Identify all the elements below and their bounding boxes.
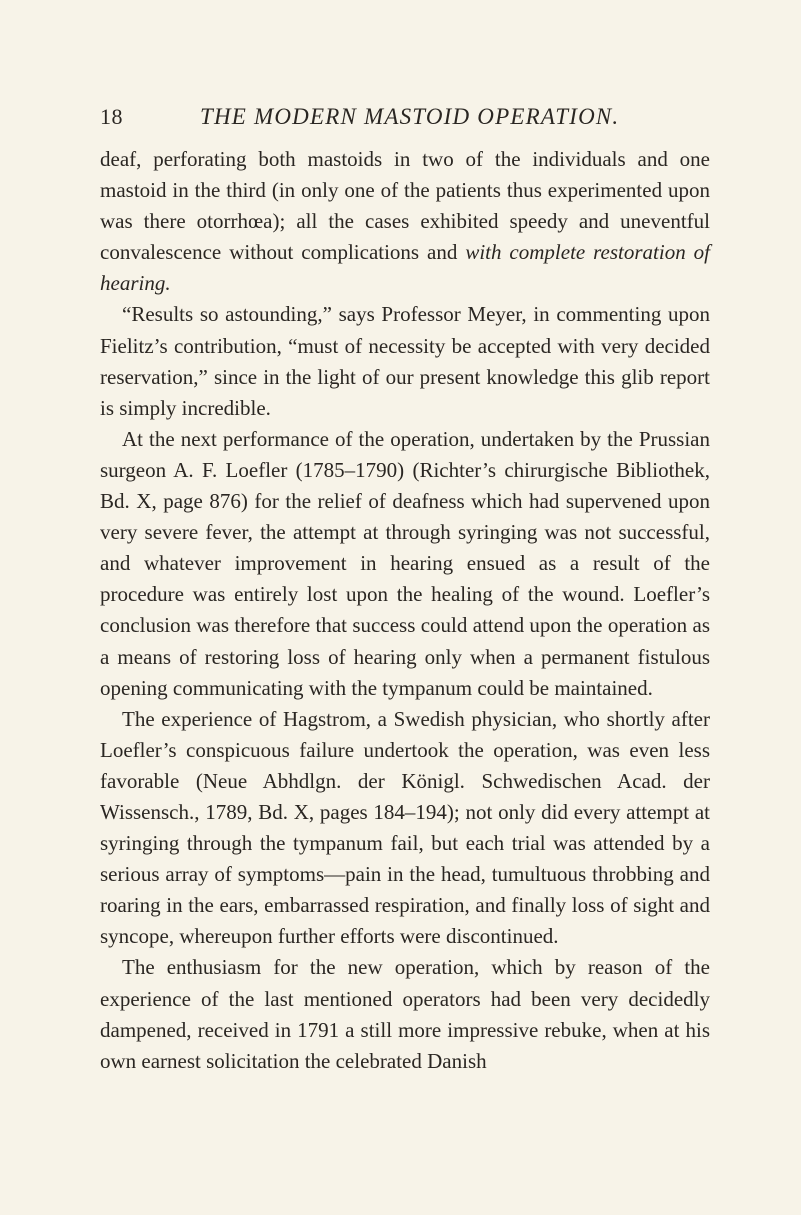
running-head [100,104,720,134]
paragraph-1-text: deaf, perforating both mastoids in two of the individuals and one mastoid in the third (in only one of the patients thus experimented upon was there otorrhœa); all the cases exhibited speedy and uneventful convalescence without complications and [100,147,710,265]
paragraph-5: The enthusiasm for the new operation, which by reason of the experience of the last mentioned operators had been very decidedly dampened, received in 1791 a still more impressive rebuke, when at his own earnest solicitation the celebrated Danish [100,955,710,1073]
running-title: THE MODERN MASTOID OPERATION. [200,104,620,129]
paragraph-1 [100,144,710,299]
page-number: 18 [100,104,123,129]
paragraph-4: The experience of Hagstrom, a Swedish physician, who shortly after Loefler’s conspicuous failure undertook the operation, was even less favorable (Neue Abhdlgn. der Königl. Schwedischen Acad. der Wissensch., 1789, Bd. X, pages 184–194); not only did every attempt at syringing through the tympanum fail, but each trial was attended by a serious array of symptoms—pain in the head, tumultuous throbbing and roaring in the ears, embarrassed respiration, and finally loss of sight and syncope, whereupon further efforts were discontinued. [100,706,710,949]
paragraph-2: “Results so astounding,” says Professor Meyer, in commenting upon Fielitz’s contribution, “must of necessity be accepted with very decided reservation,” since in the light of our present knowledge this glib report is simply incredible. [100,302,710,420]
paragraph-1-italic: with complete restoration of hearing. [100,240,710,296]
body-text [100,144,710,1077]
paragraph-3: At the next performance of the operation, undertaken by the Prussian surgeon A. F. Loefler (1785–1790) (Richter’s chirurgische Bibliothek, Bd. X, page 876) for the relief of deafness which had supervened upon very severe fever, the attempt at through syringing was not successful, and whatever improvement in hearing ensued as a result of the procedure was entirely lost upon the healing of the wound. Loefler’s conclusion was therefore that success could attend upon the operation as a means of restoring loss of hearing only when a permanent fistulous opening communicating with the tympanum could be maintained. [100,426,710,700]
